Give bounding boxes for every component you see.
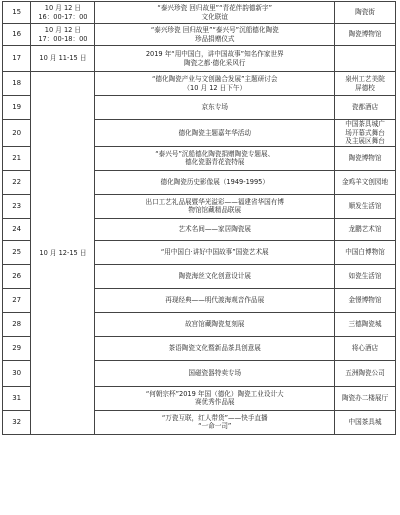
event-name: “泰兴珍瓷 回归故里”“泰兴号”沉船德化陶瓷 珍品捐赠仪式 xyxy=(95,24,335,46)
row-number: 16 xyxy=(3,24,31,46)
row-number: 21 xyxy=(3,146,31,170)
event-venue: 中国白博物馆 xyxy=(335,240,396,264)
row-number: 25 xyxy=(3,240,31,264)
row-number: 27 xyxy=(3,288,31,312)
event-name: “用中国白·讲好中国故事”国瓷艺术展 xyxy=(95,240,335,264)
event-name: “万瓷互联，红人带货”——快手直播 “一命一司” xyxy=(95,410,335,434)
event-venue: 将心酒店 xyxy=(335,336,396,360)
event-venue: 如瓷生活馆 xyxy=(335,264,396,288)
event-venue: 三德陶瓷城 xyxy=(335,312,396,336)
row-date: 10 月 12 日 17：00-18：00 xyxy=(31,24,95,46)
event-name: “泰兴号”沉船德化陶瓷捐赠陶瓷专题展、 德化瓷器青花瓷特展 xyxy=(95,146,335,170)
event-name: 茶语陶瓷文化暨新品茶具创意展 xyxy=(95,336,335,360)
row-number: 30 xyxy=(3,360,31,386)
row-number: 20 xyxy=(3,120,31,147)
event-venue: 顺发生活馆 xyxy=(335,194,396,218)
row-number: 26 xyxy=(3,264,31,288)
row-number: 29 xyxy=(3,336,31,360)
row-number: 19 xyxy=(3,96,31,120)
event-name: 京东专场 xyxy=(95,96,335,120)
event-name: 故宫馆藏陶瓷复刻展 xyxy=(95,312,335,336)
event-venue: 中国茶具城广 场开幕式舞台 及主展区舞台 xyxy=(335,120,396,147)
event-name: “何朝宗杯”2019 年国（德化）陶瓷工业设计大 赛优秀作品展 xyxy=(95,386,335,410)
table-row xyxy=(3,24,396,46)
row-number: 32 xyxy=(3,410,31,434)
event-name: “泰兴珍瓷 回归故里”“青花伴韵德新宇” 文化联谊 xyxy=(95,2,335,24)
row-number: 28 xyxy=(3,312,31,336)
merged-date-cell: 10 月 12-15 日 xyxy=(31,72,95,435)
event-name: 再现经典——明代渡海观音作品展 xyxy=(95,288,335,312)
event-venue: 陶瓷博物馆 xyxy=(335,24,396,46)
row-number: 24 xyxy=(3,218,31,240)
table-row xyxy=(3,46,396,72)
event-venue: 泉州工艺美院 屏德校 xyxy=(335,72,396,96)
event-venue: 金鸡羊文创园地 xyxy=(335,170,396,194)
row-number: 22 xyxy=(3,170,31,194)
event-name: 国磁瓷器特卖专场 xyxy=(95,360,335,386)
row-number: 15 xyxy=(3,2,31,24)
event-venue: 瓷都酒店 xyxy=(335,96,396,120)
row-date: 10 月 11-15 日 xyxy=(31,46,95,72)
row-date: 10 月 12 日 16：00-17：00 xyxy=(31,2,95,24)
event-venue: 龙鹏艺术馆 xyxy=(335,218,396,240)
event-name: 出口工艺礼品展暨华光溢彩——福建省华国有博 物馆馆藏精品联展 xyxy=(95,194,335,218)
event-venue: 五洲陶瓷公司 xyxy=(335,360,396,386)
event-venue: 陶瓷街 xyxy=(335,2,396,24)
event-name: 艺术名间——家居陶瓷展 xyxy=(95,218,335,240)
table-row xyxy=(3,2,396,24)
event-name: 陶瓷海丝文化创意设计展 xyxy=(95,264,335,288)
event-name: 德化陶瓷主题嘉年华活动 xyxy=(95,120,335,147)
row-number: 23 xyxy=(3,194,31,218)
event-name: 2019 年“用中国白，讲中国故事”知名作家世界 陶瓷之都·德化采风行 xyxy=(95,46,335,72)
event-name: “德化陶瓷产业与文创融合发展”主题研讨会 （10 月 12 日下午） xyxy=(95,72,335,96)
row-number: 18 xyxy=(3,72,31,96)
row-number: 17 xyxy=(3,46,31,72)
row-number: 31 xyxy=(3,386,31,410)
event-venue: 陶瓷办二楼展厅 xyxy=(335,386,396,410)
schedule-table xyxy=(2,1,396,435)
event-venue: 中国茶具城 xyxy=(335,410,396,434)
event-venue: 陶瓷博物馆 xyxy=(335,146,396,170)
event-name: 德化陶瓷历史影像展（1949-1995） xyxy=(95,170,335,194)
event-venue: 金憬博物馆 xyxy=(335,288,396,312)
event-venue xyxy=(335,46,396,72)
table-row xyxy=(3,72,396,96)
